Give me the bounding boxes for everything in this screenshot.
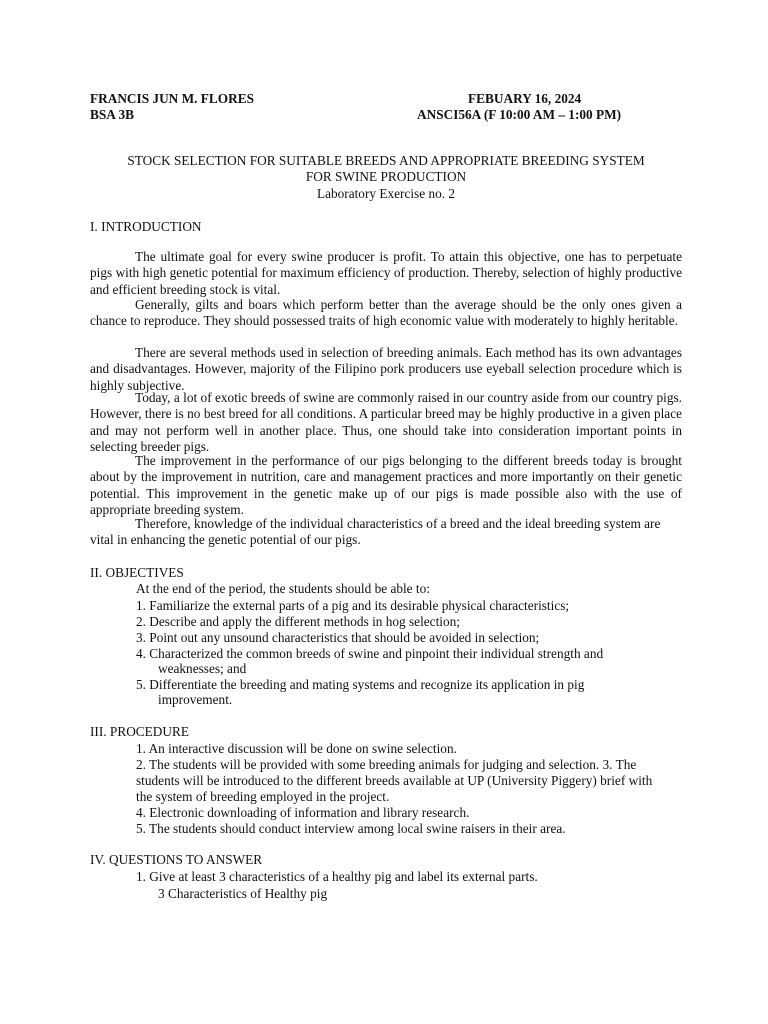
- procedure-item: 2. The students will be provided with some breeding animals for judging and selection. 3. The: [136, 757, 637, 772]
- procedure-item: 1. An interactive discussion will be done on swine selection.: [136, 741, 457, 756]
- course-schedule: ANSCI56A (F 10:00 AM – 1:00 PM): [417, 107, 622, 122]
- objective-item: 5. Differentiate the breeding and mating systems and recognize its application in pig: [136, 677, 585, 692]
- objectives-heading: II. OBJECTIVES: [90, 565, 184, 580]
- objective-item: 1. Familiarize the external parts of a pig and its desirable physical characteristics;: [136, 598, 570, 613]
- student-name: FRANCIS JUN M. FLORES: [90, 91, 255, 106]
- introduction-paragraph-4: Today, a lot of exotic breeds of swine are commonly raised in our country aside from our country pigs. However, there is no best breed for all conditions. A particular breed may be highly productive in a given place and may not perform well in another place. Thus, one should take into consideration important points in selecting breeder pigs.: [90, 390, 682, 454]
- introduction-paragraph-6: Therefore, knowledge of the individual characteristics of a breed and the ideal breeding system are vital in enhancing the genetic potential of our pigs.: [90, 516, 661, 548]
- objective-item: 2. Describe and apply the different methods in hog selection;: [136, 614, 460, 629]
- objective-item: 3. Point out any unsound characteristics that should be avoided in selection;: [136, 630, 540, 645]
- introduction-paragraph-2: Generally, gilts and boars which perform better than the average should be the only ones given a chance to reproduce. They should possessed traits of high economic value with moderately to highly heritable.: [90, 297, 682, 329]
- student-section: BSA 3B: [90, 107, 134, 122]
- procedure-item: 4. Electronic downloading of information and library research.: [136, 805, 470, 820]
- introduction-paragraph-3: There are several methods used in selection of breeding animals. Each method has its own advantages and disadvantages. However, majority of the Filipino pork producers use eyeball selection procedure which is highly subjective.: [90, 345, 682, 393]
- introduction-paragraph-1: The ultimate goal for every swine producer is profit. To attain this objective, one has to perpetuate pigs with high genetic potential for maximum efficiency of production. Thereby, selection of highly productive and efficient breeding stock is vital.: [90, 249, 682, 297]
- title-subtitle: Laboratory Exercise no. 2: [316, 186, 456, 201]
- introduction-paragraph-5: The improvement in the performance of our pigs belonging to the different breeds today is brought about by the improvement in nutrition, care and management practices and more importantly on their genetic potential. This improvement in the genetic make up of our pigs is made possible also with the use of appropriate breeding system.: [90, 453, 682, 517]
- questions-heading: IV. QUESTIONS TO ANSWER: [90, 852, 263, 867]
- objectives-intro: At the end of the period, the students should be able to:: [136, 581, 430, 596]
- submission-date: FEBUARY 16, 2024: [468, 91, 582, 106]
- procedure-item-continued: the system of breeding employed in the project.: [136, 789, 390, 804]
- procedure-item: 5. The students should conduct interview among local swine raisers in their area.: [136, 821, 566, 836]
- title-line-1: STOCK SELECTION FOR SUITABLE BREEDS AND APPROPRIATE BREEDING SYSTEM: [127, 153, 645, 168]
- procedure-heading: III. PROCEDURE: [90, 724, 189, 739]
- procedure-item-continued: students will be introduced to the different breeds available at UP (University Piggery) brief with: [136, 773, 653, 788]
- question-1: 1. Give at least 3 characteristics of a healthy pig and label its external parts.: [136, 869, 538, 884]
- title-line-2: FOR SWINE PRODUCTION: [305, 169, 467, 184]
- question-1-subheading: 3 Characteristics of Healthy pig: [158, 886, 328, 901]
- objective-item-continued: weaknesses; and: [158, 661, 247, 676]
- introduction-heading: I. INTRODUCTION: [90, 219, 202, 234]
- objective-item-continued: improvement.: [158, 692, 233, 707]
- objective-item: 4. Characterized the common breeds of swine and pinpoint their individual strength and: [136, 646, 604, 661]
